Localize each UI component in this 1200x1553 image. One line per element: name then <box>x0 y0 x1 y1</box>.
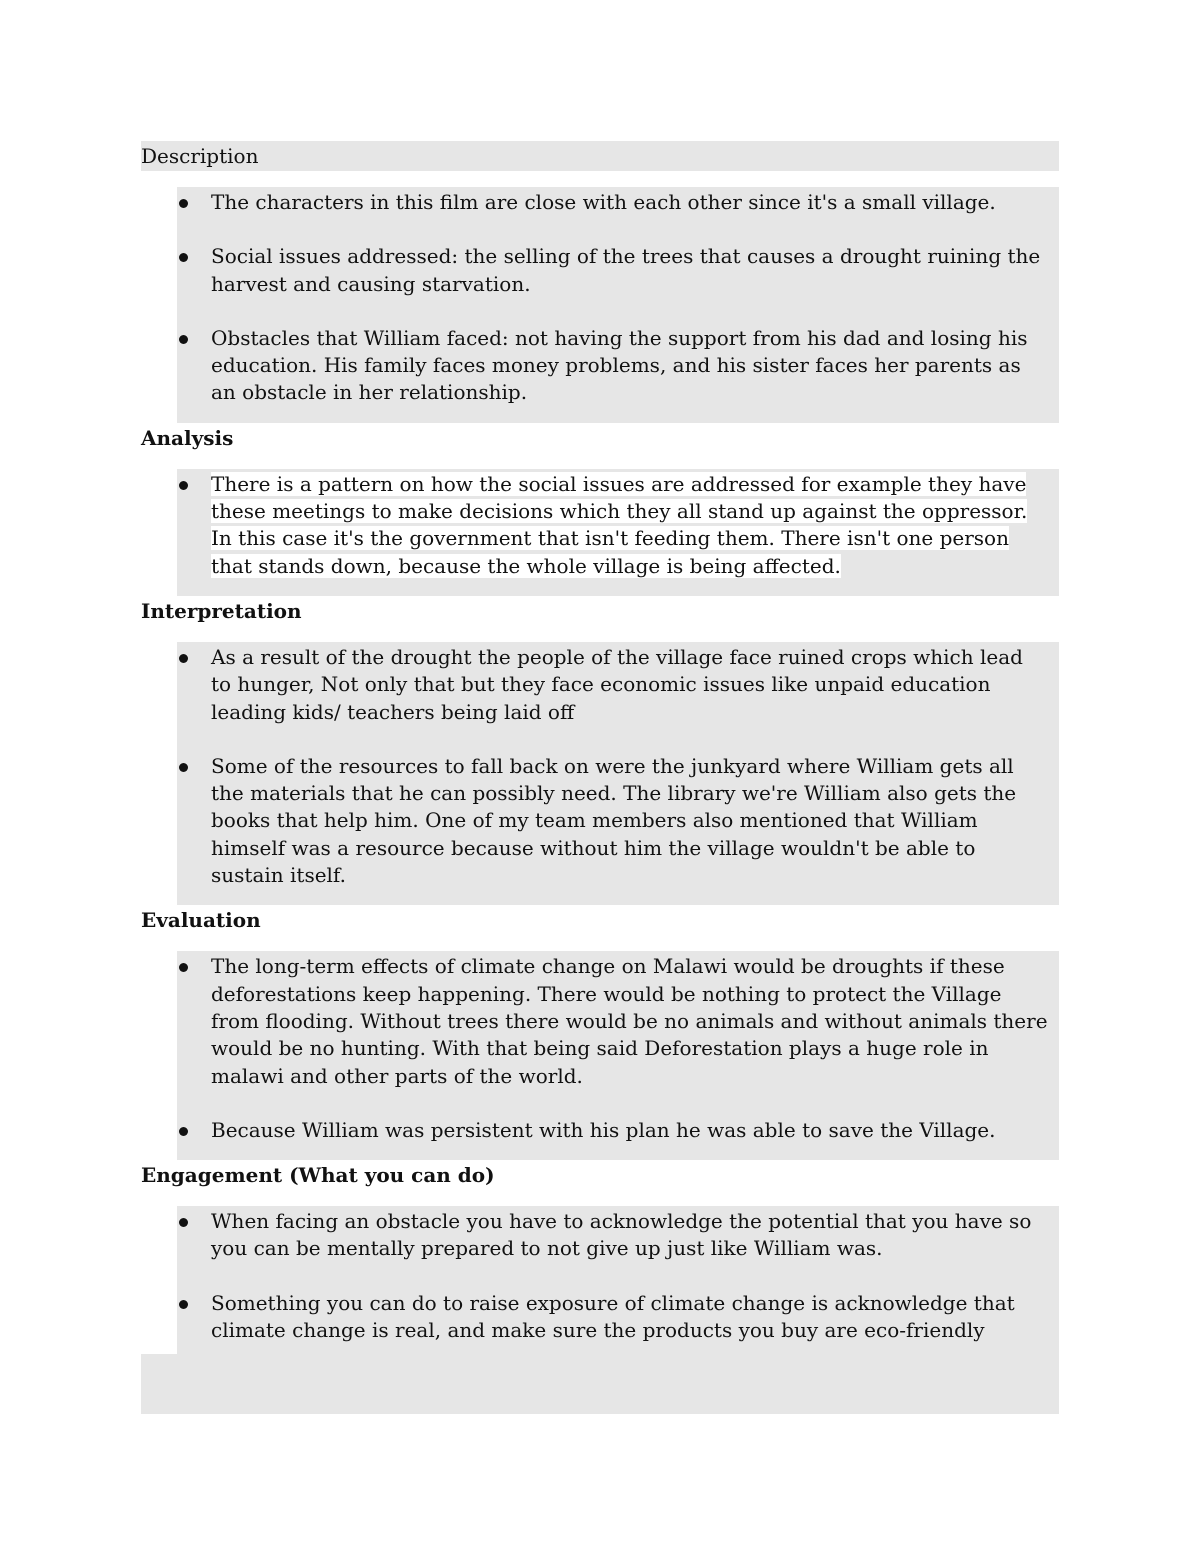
bullet-list <box>141 953 1059 1144</box>
bullet-icon <box>179 1127 188 1136</box>
bullet-icon <box>179 1300 188 1309</box>
section-interpretation <box>141 642 1059 905</box>
list-item: Obstacles that William faced: not having the support from his dad and losing his education. His family faces money problems, and his sister faces her parents as an obstacle in her relationship. <box>141 325 1059 407</box>
section-description <box>141 187 1059 423</box>
list-item: There is a pattern on how the social issues are addressed for example they have these meetings to make decisions which they all stand up against the oppressor. In this case it's the government that isn't feeding them. There isn't one person that stands down, because the whole village is being affected. <box>141 471 1059 580</box>
document-page <box>141 141 1059 1414</box>
list-item: The characters in this film are close with each other since it's a small village. <box>141 189 1059 216</box>
bullet-icon <box>179 335 188 344</box>
section-heading-description: Description <box>141 141 1059 171</box>
section-heading-analysis: Analysis <box>141 425 234 450</box>
bullet-list <box>141 1208 1059 1344</box>
list-item: When facing an obstacle you have to acknowledge the potential that you have so you can be mentally prepared to not give up just like William was. <box>141 1208 1059 1263</box>
list-item: Because William was persistent with his plan he was able to save the Village. <box>141 1117 1059 1144</box>
bullet-list <box>141 471 1059 580</box>
list-item: Social issues addressed: the selling of the trees that causes a drought ruining the harvest and causing starvation. <box>141 243 1059 298</box>
list-item: Some of the resources to fall back on were the junkyard where William gets all the materials that he can possibly need. The library we're William also gets the books that help him. One of my team members also mentioned that William himself was a resource because without him the village wouldn't be able to sustain itself. <box>141 753 1059 889</box>
section-evaluation <box>141 951 1059 1160</box>
bullet-icon <box>179 1218 188 1227</box>
list-item: As a result of the drought the people of the village face ruined crops which lead to hunger, Not only that but they face economic issues like unpaid education leading kids/ teachers being laid off <box>141 644 1059 726</box>
list-item: The long-term effects of climate change on Malawi would be droughts if these deforestations keep happening. There would be nothing to protect the Village from flooding. Without trees there would be no animals and without animals there would be no hunting. With that being said Deforestation plays a huge role in malawi and other parts of the world. <box>141 953 1059 1089</box>
section-heading-interpretation: Interpretation <box>141 598 302 623</box>
bullet-list <box>141 644 1059 889</box>
bullet-icon <box>179 763 188 772</box>
bullet-icon <box>179 963 188 972</box>
list-item: Something you can do to raise exposure of climate change is acknowledge that climate change is real, and make sure the products you buy are eco-friendly <box>141 1290 1059 1345</box>
bullet-icon <box>179 654 188 663</box>
section-engagement <box>141 1206 1059 1414</box>
section-heading-engagement: Engagement (What you can do) <box>141 1163 495 1188</box>
bullet-icon <box>179 481 188 490</box>
section-analysis <box>141 469 1059 596</box>
bullet-icon <box>179 253 188 262</box>
bullet-icon <box>179 199 188 208</box>
section-heading-evaluation: Evaluation <box>141 908 261 933</box>
bullet-list <box>141 189 1059 407</box>
